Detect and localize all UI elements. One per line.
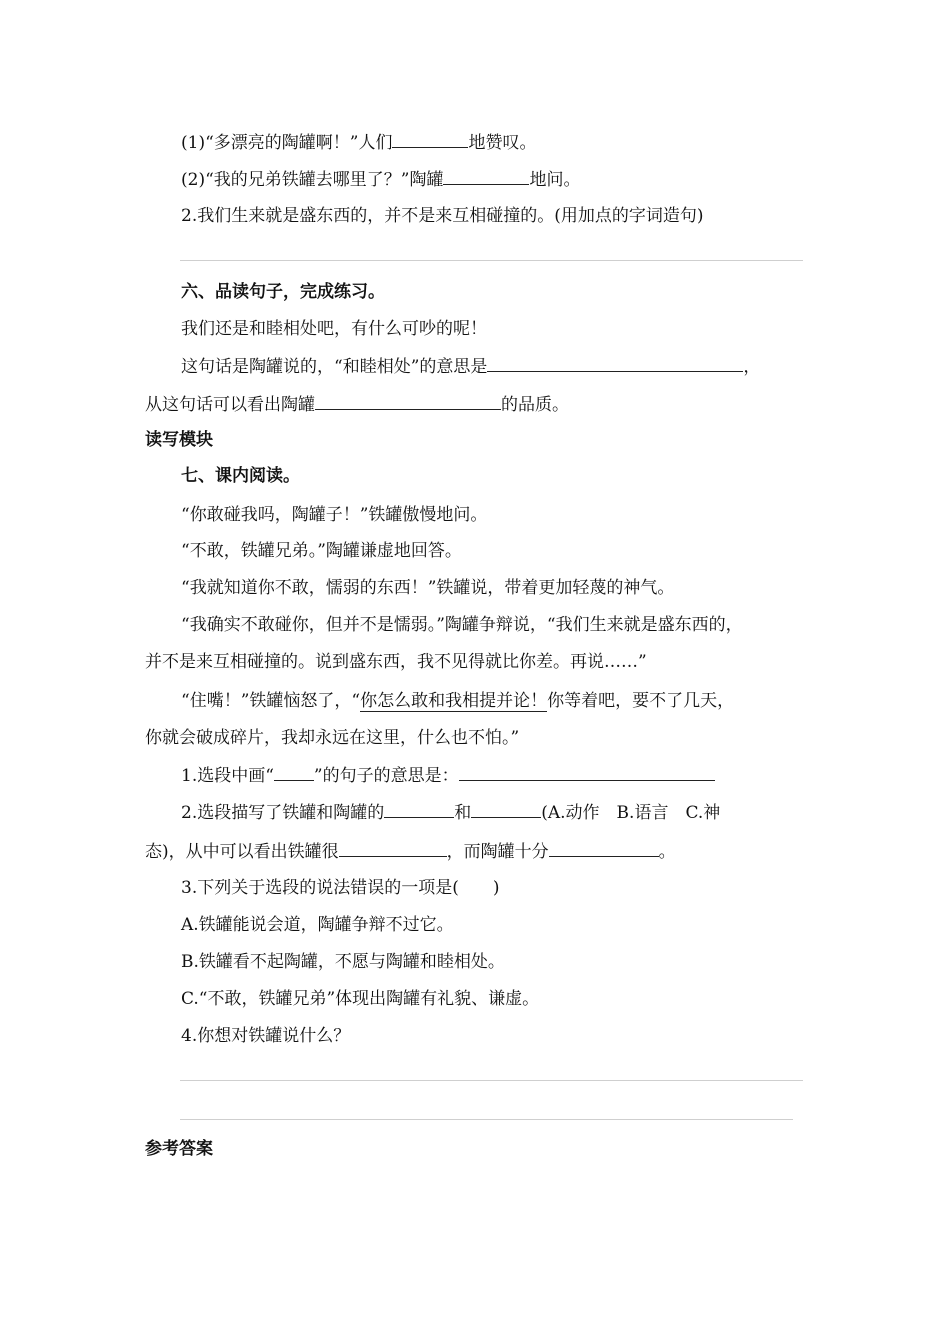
option-a[interactable]: A.铁罐能说会道，陶罐争辩不过它。 [181,915,454,935]
section-7-question-3: 3.下列关于选段的说法错误的一项是( ) [181,878,500,898]
passage-paragraph-4-cont: 并不是来互相碰撞的。说到盛东西，我不见得就比你差。再说……” [145,652,647,672]
passage-paragraph-4: “我确实不敢碰你，但并不是懦弱。”陶罐争辩说，“我们生来就是盛东西的， [181,615,743,635]
answer-blank[interactable] [315,393,501,410]
answer-blank[interactable] [339,840,447,857]
underlined-sentence: 你怎么敢和我相提并论！ [360,691,548,711]
answer-blank[interactable] [471,801,541,818]
quoted-sentence: 我们还是和睦相处吧，有什么可吵的呢！ [181,319,487,339]
answer-line[interactable] [180,1119,793,1120]
answer-blank[interactable] [459,764,715,781]
answer-blank[interactable] [443,168,529,185]
option-b[interactable]: B.铁罐看不起陶罐，不愿与陶罐和睦相处。 [181,952,505,972]
section-7-question-4: 4.你想对铁罐说什么？ [181,1026,351,1046]
answer-line[interactable] [180,260,803,261]
question-1-1: (1)“多漂亮的陶罐啊！”人们 地赞叹。 [181,133,537,153]
section-7-question-2: 2.选段描写了铁罐和陶罐的 和 (A.动作 B.语言 C.神 [181,803,721,823]
section-6-question-cont: 从这句话可以看出陶罐 的品质。 [145,395,569,415]
passage-paragraph-1: “你敢碰我吗，陶罐子！”铁罐傲慢地问。 [181,505,488,525]
answers-heading: 参考答案 [145,1139,213,1159]
section-7-title: 七、课内阅读。 [181,466,300,486]
section-6-title: 六、品读句子，完成练习。 [181,282,385,302]
answer-blank[interactable] [487,355,743,372]
passage-paragraph-2: “不敢，铁罐兄弟。”陶罐谦虚地回答。 [181,541,462,561]
section-7-question-2-cont: 态)，从中可以看出铁罐很 ，而陶罐十分 。 [145,842,676,862]
question-1-2: (2)“我的兄弟铁罐去哪里了？”陶罐 地问。 [181,170,581,190]
module-heading: 读写模块 [145,430,213,450]
passage-paragraph-5-cont: 你就会破成碎片，我却永远在这里，什么也不怕。” [145,728,520,748]
answer-blank[interactable] [392,131,468,148]
section-7-question-1: 1.选段中画“ ”的句子的意思是： [181,764,715,787]
passage-paragraph-5: “住嘴！”铁罐恼怒了，“你怎么敢和我相提并论！你等着吧，要不了几天， [181,691,735,711]
section-6-question: 这句话是陶罐说的，“和睦相处”的意思是 ， [181,357,761,377]
answer-blank[interactable] [384,801,454,818]
question-2: 2.我们生来就是盛东西的，并不是来互相碰撞的。(用加点的字词造句) [181,206,704,226]
passage-paragraph-3: “我就知道你不敢，懦弱的东西！”铁罐说，带着更加轻蔑的神气。 [181,578,675,598]
answer-blank[interactable] [549,840,659,857]
answer-line[interactable] [180,1080,803,1081]
underline-marker [274,764,314,781]
option-c[interactable]: C.“不敢，铁罐兄弟”体现出陶罐有礼貌、谦虚。 [181,989,540,1009]
